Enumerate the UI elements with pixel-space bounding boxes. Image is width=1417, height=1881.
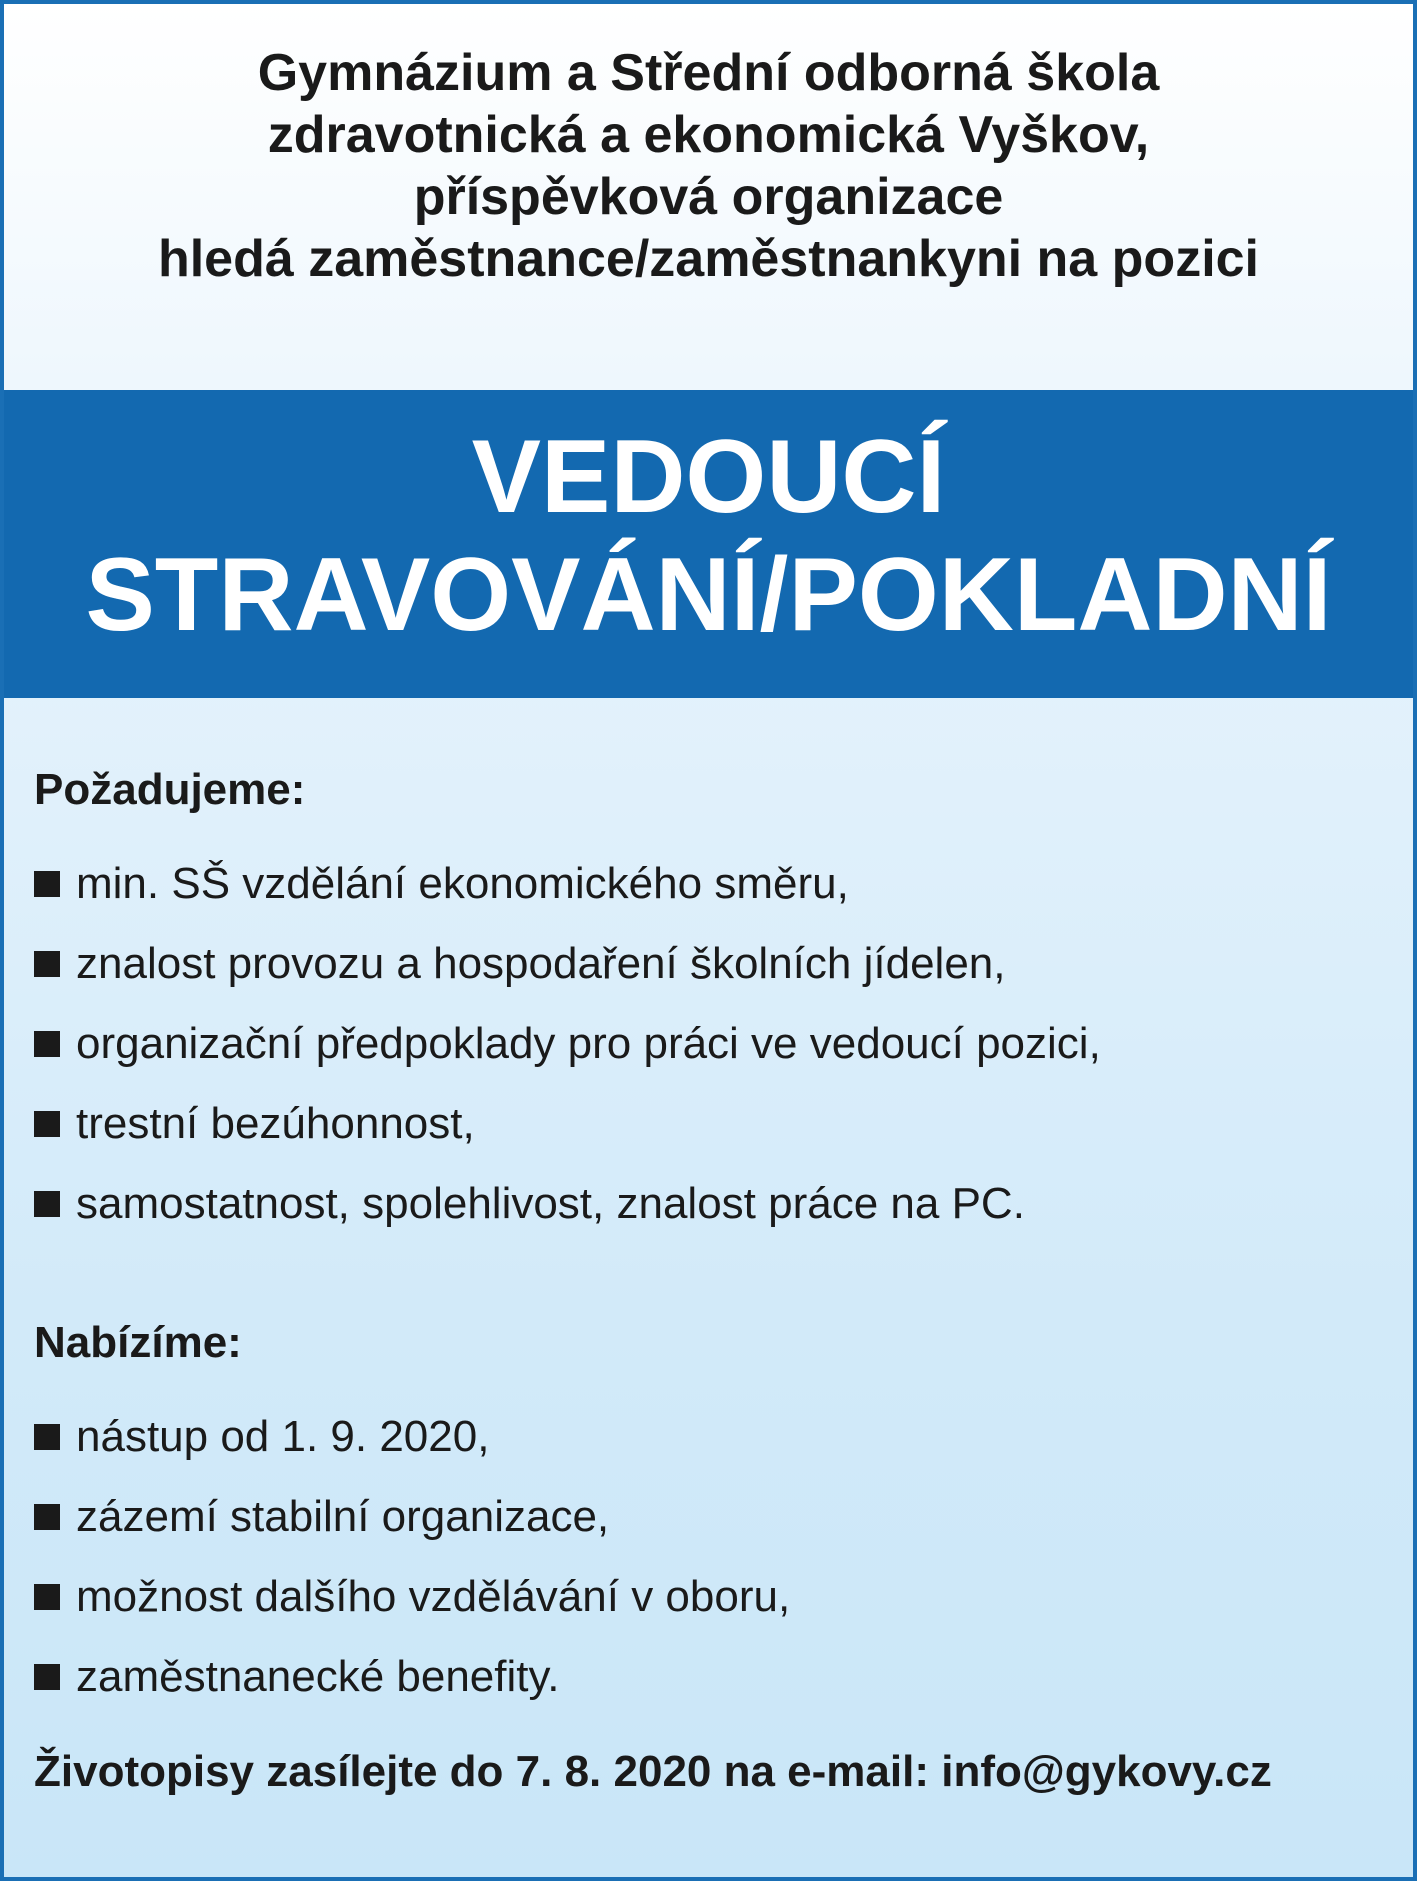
requirement-text: znalost provozu a hospodaření školních jídelen,: [76, 939, 1006, 988]
header-line: zdravotnická a ekonomická Vyškov,: [267, 106, 1150, 164]
square-bullet-icon: [34, 1111, 60, 1137]
requirements-title: Požadujeme:: [34, 765, 306, 814]
offer-section: [34, 1317, 1393, 1717]
requirement-text: organizační předpoklady pro práci ve vedoucí pozici,: [76, 1019, 1101, 1068]
square-bullet-icon: [34, 1584, 60, 1610]
offer-item: [34, 1397, 1393, 1477]
offer-text: možnost dalšího vzdělávání v oboru,: [76, 1572, 791, 1621]
requirement-item: [34, 1084, 1393, 1164]
square-bullet-icon: [34, 1504, 60, 1530]
offer-text: nástup od 1. 9. 2020,: [76, 1412, 490, 1461]
requirement-text: min. SŠ vzdělání ekonomického směru,: [76, 859, 849, 908]
offer-item: [34, 1477, 1393, 1557]
header-line: hledá zaměstnance/zaměstnankyni na pozici: [157, 230, 1260, 288]
position-banner: [4, 390, 1413, 698]
header-line: Gymnázium a Střední odborná škola: [257, 44, 1160, 102]
requirement-item: [34, 1004, 1393, 1084]
square-bullet-icon: [34, 871, 60, 897]
offer-text: zázemí stabilní organizace,: [76, 1492, 610, 1541]
requirement-text: trestní bezúhonnost,: [76, 1099, 475, 1148]
square-bullet-icon: [34, 1031, 60, 1057]
position-title-line2: STRAVOVÁNÍ/POKLADNÍ: [85, 537, 1332, 653]
square-bullet-icon: [34, 951, 60, 977]
requirement-item: [34, 1164, 1393, 1244]
square-bullet-icon: [34, 1664, 60, 1690]
requirement-item: [34, 924, 1393, 1004]
contact-footer: Životopisy zasílejte do 7. 8. 2020 na e-mail: info@gykovy.cz: [34, 1747, 1272, 1796]
offer-title: Nabízíme:: [34, 1318, 242, 1367]
requirement-text: samostatnost, spolehlivost, znalost práce na PC.: [76, 1179, 1025, 1228]
square-bullet-icon: [34, 1191, 60, 1217]
offer-item: [34, 1637, 1393, 1717]
offer-item: [34, 1557, 1393, 1637]
requirement-item: [34, 844, 1393, 924]
header-line: příspěvková organizace: [413, 168, 1004, 226]
offer-text: zaměstnanecké benefity.: [76, 1652, 560, 1701]
requirements-section: [34, 764, 1393, 1244]
square-bullet-icon: [34, 1424, 60, 1450]
header: [4, 42, 1413, 290]
position-title-line1: VEDOUCÍ: [471, 419, 946, 535]
